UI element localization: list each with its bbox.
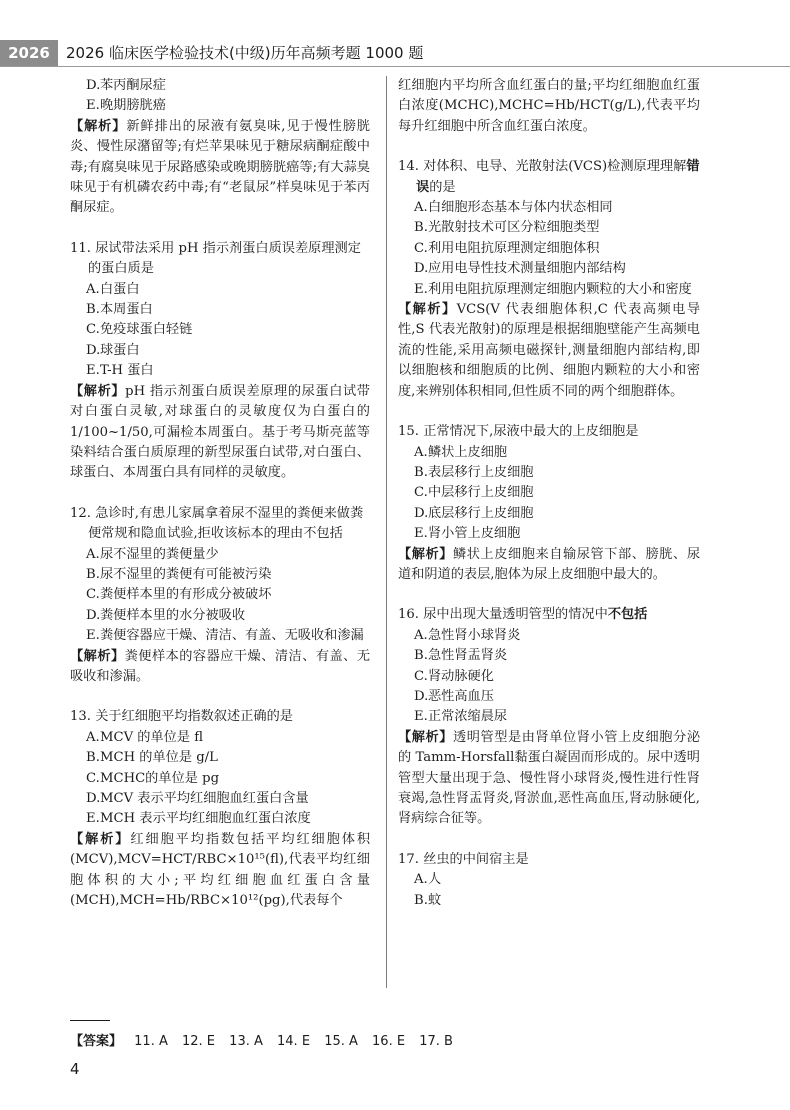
question-13 bbox=[70, 707, 370, 911]
answer-item: 16. E bbox=[372, 1034, 406, 1049]
option: A.尿不湿里的粪便量少 bbox=[86, 546, 219, 562]
answer-divider bbox=[70, 1020, 110, 1021]
option: C.免疫球蛋白轻链 bbox=[86, 322, 193, 338]
answer-key bbox=[70, 1030, 463, 1049]
option: C.MCHC的单位是 pg bbox=[86, 770, 220, 786]
analysis: 【解析】pH 指示剂蛋白质误差原理的尿蛋白试带对白蛋白灵敏,对球蛋白的灵敏度仅为白蛋白的 1/100~1/50,可漏检本周蛋白。基于考马斯亮蓝等染料结合蛋白质原理的新型尿蛋白试带,对白蛋白、球蛋白、本周蛋白具有同样的灵敏度。 bbox=[70, 383, 370, 481]
answer-item: 12. E bbox=[182, 1034, 216, 1049]
right-column bbox=[398, 76, 700, 911]
question-16 bbox=[398, 605, 700, 829]
page-number: 4 bbox=[70, 1060, 80, 1078]
question-stem: 12. 急诊时,有患儿家属拿着尿不湿里的粪便来做粪便常规和隐血试验,拒收该标本的理由不包括 bbox=[70, 505, 364, 542]
page-header bbox=[0, 40, 790, 67]
option: C.中层移行上皮细胞 bbox=[414, 485, 534, 501]
option: B.本周蛋白 bbox=[86, 302, 153, 318]
option: B.尿不湿里的粪便有可能被污染 bbox=[86, 566, 272, 582]
analysis: 【解析】VCS(V 代表细胞体积,C 代表高频电导性,S 代表光散射)的原理是根据细胞壁能产生高频电流的性能,采用高频电磁探针,测量细胞内部结构,即以细胞核和细胞质的比例、细胞内颗粒的大小和密度,来辨别体积相同,但性质不同的两个细胞群体。 bbox=[398, 302, 701, 399]
analysis: 【解析】透明管型是由肾单位肾小管上皮细胞分泌的 Tamm-Horsfall黏蛋白凝固而形成的。尿中透明管型大量出现于急、慢性肾小球肾炎,慢性进行性肾衰竭,急性肾盂肾炎,肾淤血,恶性高血压,肾动脉硬化,肾病综合征等。 bbox=[398, 729, 701, 827]
question-stem: 16. 尿中出现大量透明管型的情况中不包括 bbox=[398, 607, 648, 623]
option: D.底层移行上皮细胞 bbox=[414, 505, 534, 521]
option: A.鳞状上皮细胞 bbox=[414, 444, 508, 460]
answer-item: 15. A bbox=[324, 1034, 358, 1049]
question-stem: 14. 对体积、电导、光散射法(VCS)检测原理理解错误的是 bbox=[398, 159, 700, 195]
option: C.利用电阻抗原理测定细胞体积 bbox=[414, 240, 600, 256]
question-10-tail bbox=[70, 76, 370, 219]
option: D.恶性高血压 bbox=[414, 688, 494, 704]
answer-item: 13. A bbox=[229, 1034, 263, 1049]
option: B.光散射技术可区分粒细胞类型 bbox=[414, 220, 600, 236]
option: A.急性肾小球肾炎 bbox=[414, 627, 521, 643]
option: E.晚期膀胱癌 bbox=[86, 98, 166, 114]
option: B.表层移行上皮细胞 bbox=[414, 464, 534, 480]
question-13-continued bbox=[398, 76, 700, 137]
book-title: 2026 临床医学检验技术(中级)历年高频考题 1000 题 bbox=[66, 44, 424, 62]
option: D.应用电导性技术测量细胞内部结构 bbox=[414, 261, 626, 277]
question-stem: 11. 尿试带法采用 pH 指示剂蛋白质误差原理测定的蛋白质是 bbox=[70, 240, 361, 277]
option: B.MCH 的单位是 g/L bbox=[86, 750, 218, 766]
answer-item: 14. E bbox=[277, 1034, 311, 1049]
option: D.苯丙酮尿症 bbox=[86, 78, 166, 93]
option: E.粪便容器应干燥、清洁、有盖、无吸收和渗漏 bbox=[86, 628, 364, 644]
answer-item: 17. B bbox=[419, 1034, 453, 1049]
option: C.肾动脉硬化 bbox=[414, 668, 494, 684]
option: E.MCH 表示平均红细胞血红蛋白浓度 bbox=[86, 811, 311, 827]
question-stem: 13. 关于红细胞平均指数叙述正确的是 bbox=[70, 709, 293, 725]
option: B.蚊 bbox=[414, 892, 442, 908]
question-11 bbox=[70, 239, 370, 484]
option: A.白细胞形态基本与体内状态相同 bbox=[414, 200, 613, 216]
option: E.肾小管上皮细胞 bbox=[414, 526, 521, 542]
analysis: 【解析】新鲜排出的尿液有氨臭味,见于慢性膀胱炎、慢性尿潴留等;有烂苹果味见于糖尿病酮症酸中毒;有腐臭味见于尿路感染或晚期膀胱癌等;有大蒜臭味见于有机磷农药中毒;有“老鼠尿”样臭味见于苯丙酮尿症。 bbox=[70, 118, 370, 216]
analysis: 【解析】粪便样本的容器应干燥、清洁、有盖、无吸收和渗漏。 bbox=[70, 648, 371, 684]
option: D.MCV 表示平均红细胞血红蛋白含量 bbox=[86, 791, 309, 806]
option: C.粪便样本里的有形成分被破坏 bbox=[86, 587, 272, 603]
option: A.白蛋白 bbox=[86, 281, 140, 297]
option: E.T-H 蛋白 bbox=[86, 363, 154, 379]
option: D.球蛋白 bbox=[86, 342, 140, 358]
option: A.MCV 的单位是 fl bbox=[86, 729, 204, 745]
left-column bbox=[70, 76, 370, 911]
analysis: 【解析】红细胞平均指数包括平均红细胞体积(MCV),MCV=HCT/RBC×10¹⁵(fl),代表平均红细胞体积的大小;平均红细胞血红蛋白含量(MCH),MCH=Hb/RBC×10¹²(pg),代表每个 bbox=[70, 831, 371, 909]
column-divider bbox=[386, 76, 387, 988]
option: B.急性肾盂肾炎 bbox=[414, 648, 508, 664]
question-12 bbox=[70, 504, 370, 688]
analysis-continued: 红细胞内平均所含血红蛋白的量;平均红细胞血红蛋白浓度(MCHC),MCHC=Hb/HCT(g/L),代表平均每升红细胞中所含血红蛋白浓度。 bbox=[398, 78, 700, 134]
option: E.利用电阻抗原理测定细胞内颗粒的大小和密度 bbox=[414, 281, 692, 297]
year-badge: 2026 bbox=[0, 40, 58, 66]
option: A.人 bbox=[414, 872, 442, 888]
question-17 bbox=[398, 850, 700, 911]
option: D.粪便样本里的水分被吸收 bbox=[86, 607, 246, 623]
option-row bbox=[398, 870, 700, 911]
question-stem: 15. 正常情况下,尿液中最大的上皮细胞是 bbox=[398, 424, 639, 440]
answer-label: 【答案】 bbox=[70, 1034, 123, 1049]
question-15 bbox=[398, 422, 700, 585]
question-14 bbox=[398, 157, 700, 402]
option: E.正常浓缩晨尿 bbox=[414, 709, 508, 725]
answer-item: 11. A bbox=[134, 1034, 168, 1049]
question-stem: 17. 丝虫的中间宿主是 bbox=[398, 851, 529, 867]
analysis: 【解析】鳞状上皮细胞来自输尿管下部、膀胱、尿道和阴道的表层,胞体为尿上皮细胞中最大的。 bbox=[398, 546, 701, 582]
